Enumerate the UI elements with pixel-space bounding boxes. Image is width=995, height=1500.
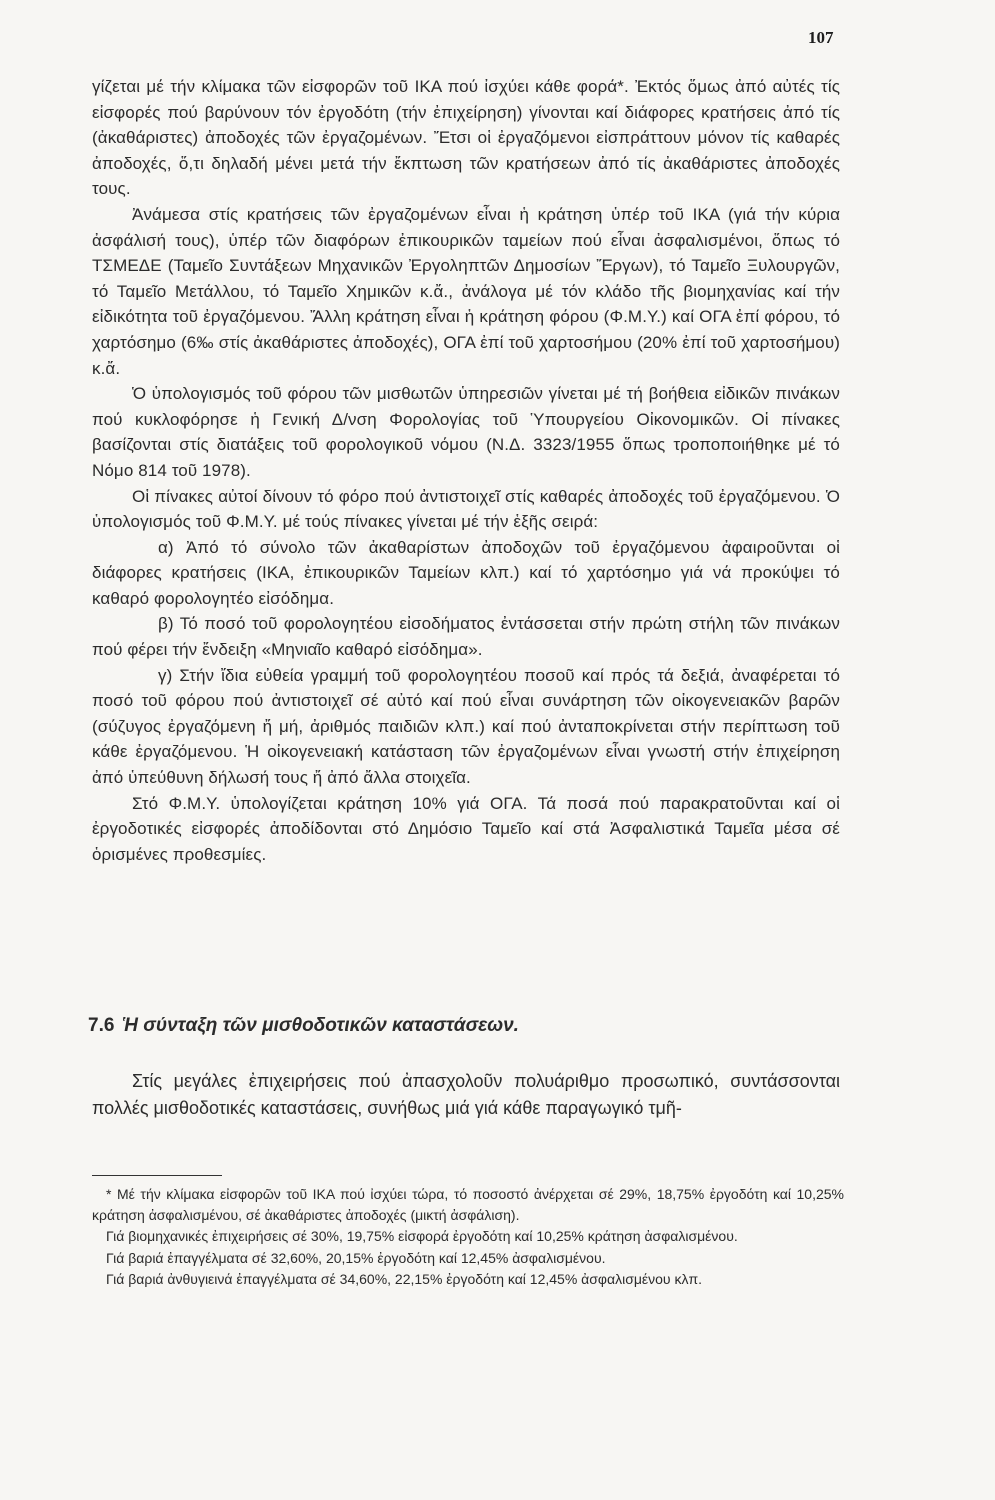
section-number: 7.6 [88, 1015, 115, 1036]
section-paragraph: Στίς μεγάλες ἐπιχειρήσεις πού ἀπασχολοῦν πολυάριθμο προσωπικό, συντάσσονται πολλές μισθοδοτικές καταστάσεις, συνήθως μιά γιά κάθε παραγωγικό τμῆ- [92, 1071, 840, 1118]
list-item-c: γ) Στήν ἴδια εὐθεία γραμμή τοῦ φορολογητέου ποσοῦ καί πρός τά δεξιά, ἀναφέρεται τό ποσό τοῦ φόρου πού ἀντιστοιχεῖ σέ αὐτό καί πού εἶναι συνάρτηση τῶν οἰκογενειακῶν βαρῶν (σύζυγος ἐργαζόμενη ἤ μή, ἀριθμός παιδιῶν κλπ.) καί πού ἀνταποκρίνεται στήν περίπτωση τοῦ κάθε ἐργαζόμενου. Ἡ οἰκογενειακή κατάσταση τῶν ἐργαζομένων εἶναι γνωστή στήν ἐπιχείρηση ἀπό ὑπεύθυνη δήλωσή τους ἤ ἀπό ἄλλα στοιχεῖα. [92, 665, 840, 788]
paragraph: Ἀνάμεσα στίς κρατήσεις τῶν ἐργαζομένων εἶναι ἡ κράτηση ὑπέρ τοῦ ΙΚΑ (γιά τήν κύρια ἀσφάλισή τους), ὑπέρ τῶν διαφόρων ἐπικουρικῶν ταμείων πού εἶναι ἀσφαλισμένοι, ὅπως τό ΤΣΜΕΔΕ (Ταμεῖο Συντάξεων Μηχανικῶν Ἐργοληπτῶν Δημοσίων Ἔργων), τό Ταμεῖο Ξυλουργῶν, τό Ταμεῖο Μετάλλου, τό Ταμεῖο Χημικῶν κ.ἄ., ἀνάλογα μέ τόν κλάδο τῆς βιομηχανίας καί τήν εἰδικότητα τοῦ ἐργαζόμενου. Ἄλλη κράτηση εἶναι ἡ κράτηση φόρου (Φ.Μ.Υ.) καί ΟΓΑ ἐπί φόρου, τό χαρτόσημο (6‰ στίς ἀκαθάριστες ἀποδοχές), ΟΓΑ ἐπί τοῦ χαρτοσήμου (20% ἐπί τοῦ χαρτοσήμου) κ.ἄ. [92, 204, 840, 378]
body-text [92, 74, 840, 867]
footnote: Γιά βαριά ἀνθυγιεινά ἐπαγγέλματα σέ 34,60%, 22,15% ἐργοδότη καί 12,45% ἀσφαλισμένου κλπ. [106, 1270, 703, 1287]
footnotes [92, 1184, 844, 1290]
footnote: Γιά βαριά ἐπαγγέλματα σέ 32,60%, 20,15% ἐργοδότη καί 12,45% ἀσφαλισμένου. [106, 1249, 606, 1266]
list-item-a: α) Ἀπό τό σύνολο τῶν ἀκαθαρίστων ἀποδοχῶν τοῦ ἐργαζόμενου ἀφαιροῦνται οἱ διάφορες κρατήσεις (ΙΚΑ, ἐπικουρικῶν Ταμείων κλπ.) καί τό χαρτόσημο γιά νά προκύψει τό καθαρό φορολογητέο εἰσόδημα. [92, 537, 840, 608]
paragraph: Στό Φ.Μ.Υ. ὑπολογίζεται κράτηση 10% γιά ΟΓΑ. Τά ποσά πού παρακρατοῦνται καί οἱ ἐργοδοτικές εἰσφορές ἀποδίδονται στό Δημόσιο Ταμεῖο καί στά Ἀσφαλιστικά Ταμεῖα μέσα σέ ὁρισμένες προθεσμίες. [92, 793, 840, 864]
paragraph: Οἱ πίνακες αὐτοί δίνουν τό φόρο πού ἀντιστοιχεῖ στίς καθαρές ἀποδοχές τοῦ ἐργαζόμενου. Ὁ ὑπολογισμός τοῦ Φ.Μ.Υ. μέ τούς πίνακες γίνεται μέ τήν ἑξῆς σειρά: [92, 486, 840, 532]
paragraph: Ὁ ὑπολογισμός τοῦ φόρου τῶν μισθωτῶν ὑπηρεσιῶν γίνεται μέ τή βοήθεια εἰδικῶν πινάκων πού κυκλοφόρησε ἡ Γενική Δ/νση Φορολογίας τοῦ Ὑπουργείου Οἰκονομικῶν. Οἱ πίνακες βασίζονται στίς διατάξεις τοῦ φορολογικοῦ νόμου (Ν.Δ. 3323/1955 ὅπως τροποποιήθηκε μέ τό Νόμο 814 τοῦ 1978). [92, 384, 840, 480]
footnote: Γιά βιομηχανικές ἐπιχειρήσεις σέ 30%, 19,75% εἰσφορά ἐργοδότη καί 10,25% κράτηση ἀσφαλισμένου. [106, 1228, 738, 1245]
list-item-b: β) Τό ποσό τοῦ φορολογητέου εἰσοδήματος ἐντάσσεται στήν πρώτη στήλη τῶν πινάκων πού φέρει τήν ἔνδειξη «Μηνιαῖο καθαρό εἰσόδημα». [92, 614, 840, 660]
footnote: * Μέ τήν κλίμακα εἰσφορῶν τοῦ ΙΚΑ πού ἰσχύει τώρα, τό ποσοστό ἀνέρχεται σέ 29%, 18,75% ἐργοδότη καί 10,25% κράτηση ἀσφαλισμένου, σέ ἀκαθάριστες ἀποδοχές (μικτή ἀσφάλιση). [92, 1186, 844, 1224]
page-number: 107 [808, 28, 834, 47]
section-text [92, 1068, 840, 1121]
footnote-divider [92, 1175, 222, 1176]
section-title: Ἡ σύνταξη τῶν μισθοδοτικῶν καταστάσεων. [122, 1015, 519, 1036]
section-heading [88, 1015, 848, 1037]
paragraph: γίζεται μέ τήν κλίμακα τῶν εἰσφορῶν τοῦ ΙΚΑ πού ἰσχύει κάθε φορά*. Ἐκτός ὅμως ἀπό αὐτές τίς εἰσφορές πού βαρύνουν τόν ἐργοδότη (τήν ἐπιχείρηση) γίνονται καί διάφορες κρατήσεις ἀπό τίς (ἀκαθάριστες) ἀποδοχές τῶν ἐργαζομένων. Ἔτσι οἱ ἐργαζόμενοι εἰσπράττουν μόνον τίς καθαρές ἀποδοχές, ὅ,τι δηλαδή μένει μετά τήν ἔκπτωση τῶν κρατήσεων ἀπό τίς ἀκαθάριστες ἀποδοχές τους. [92, 77, 840, 199]
